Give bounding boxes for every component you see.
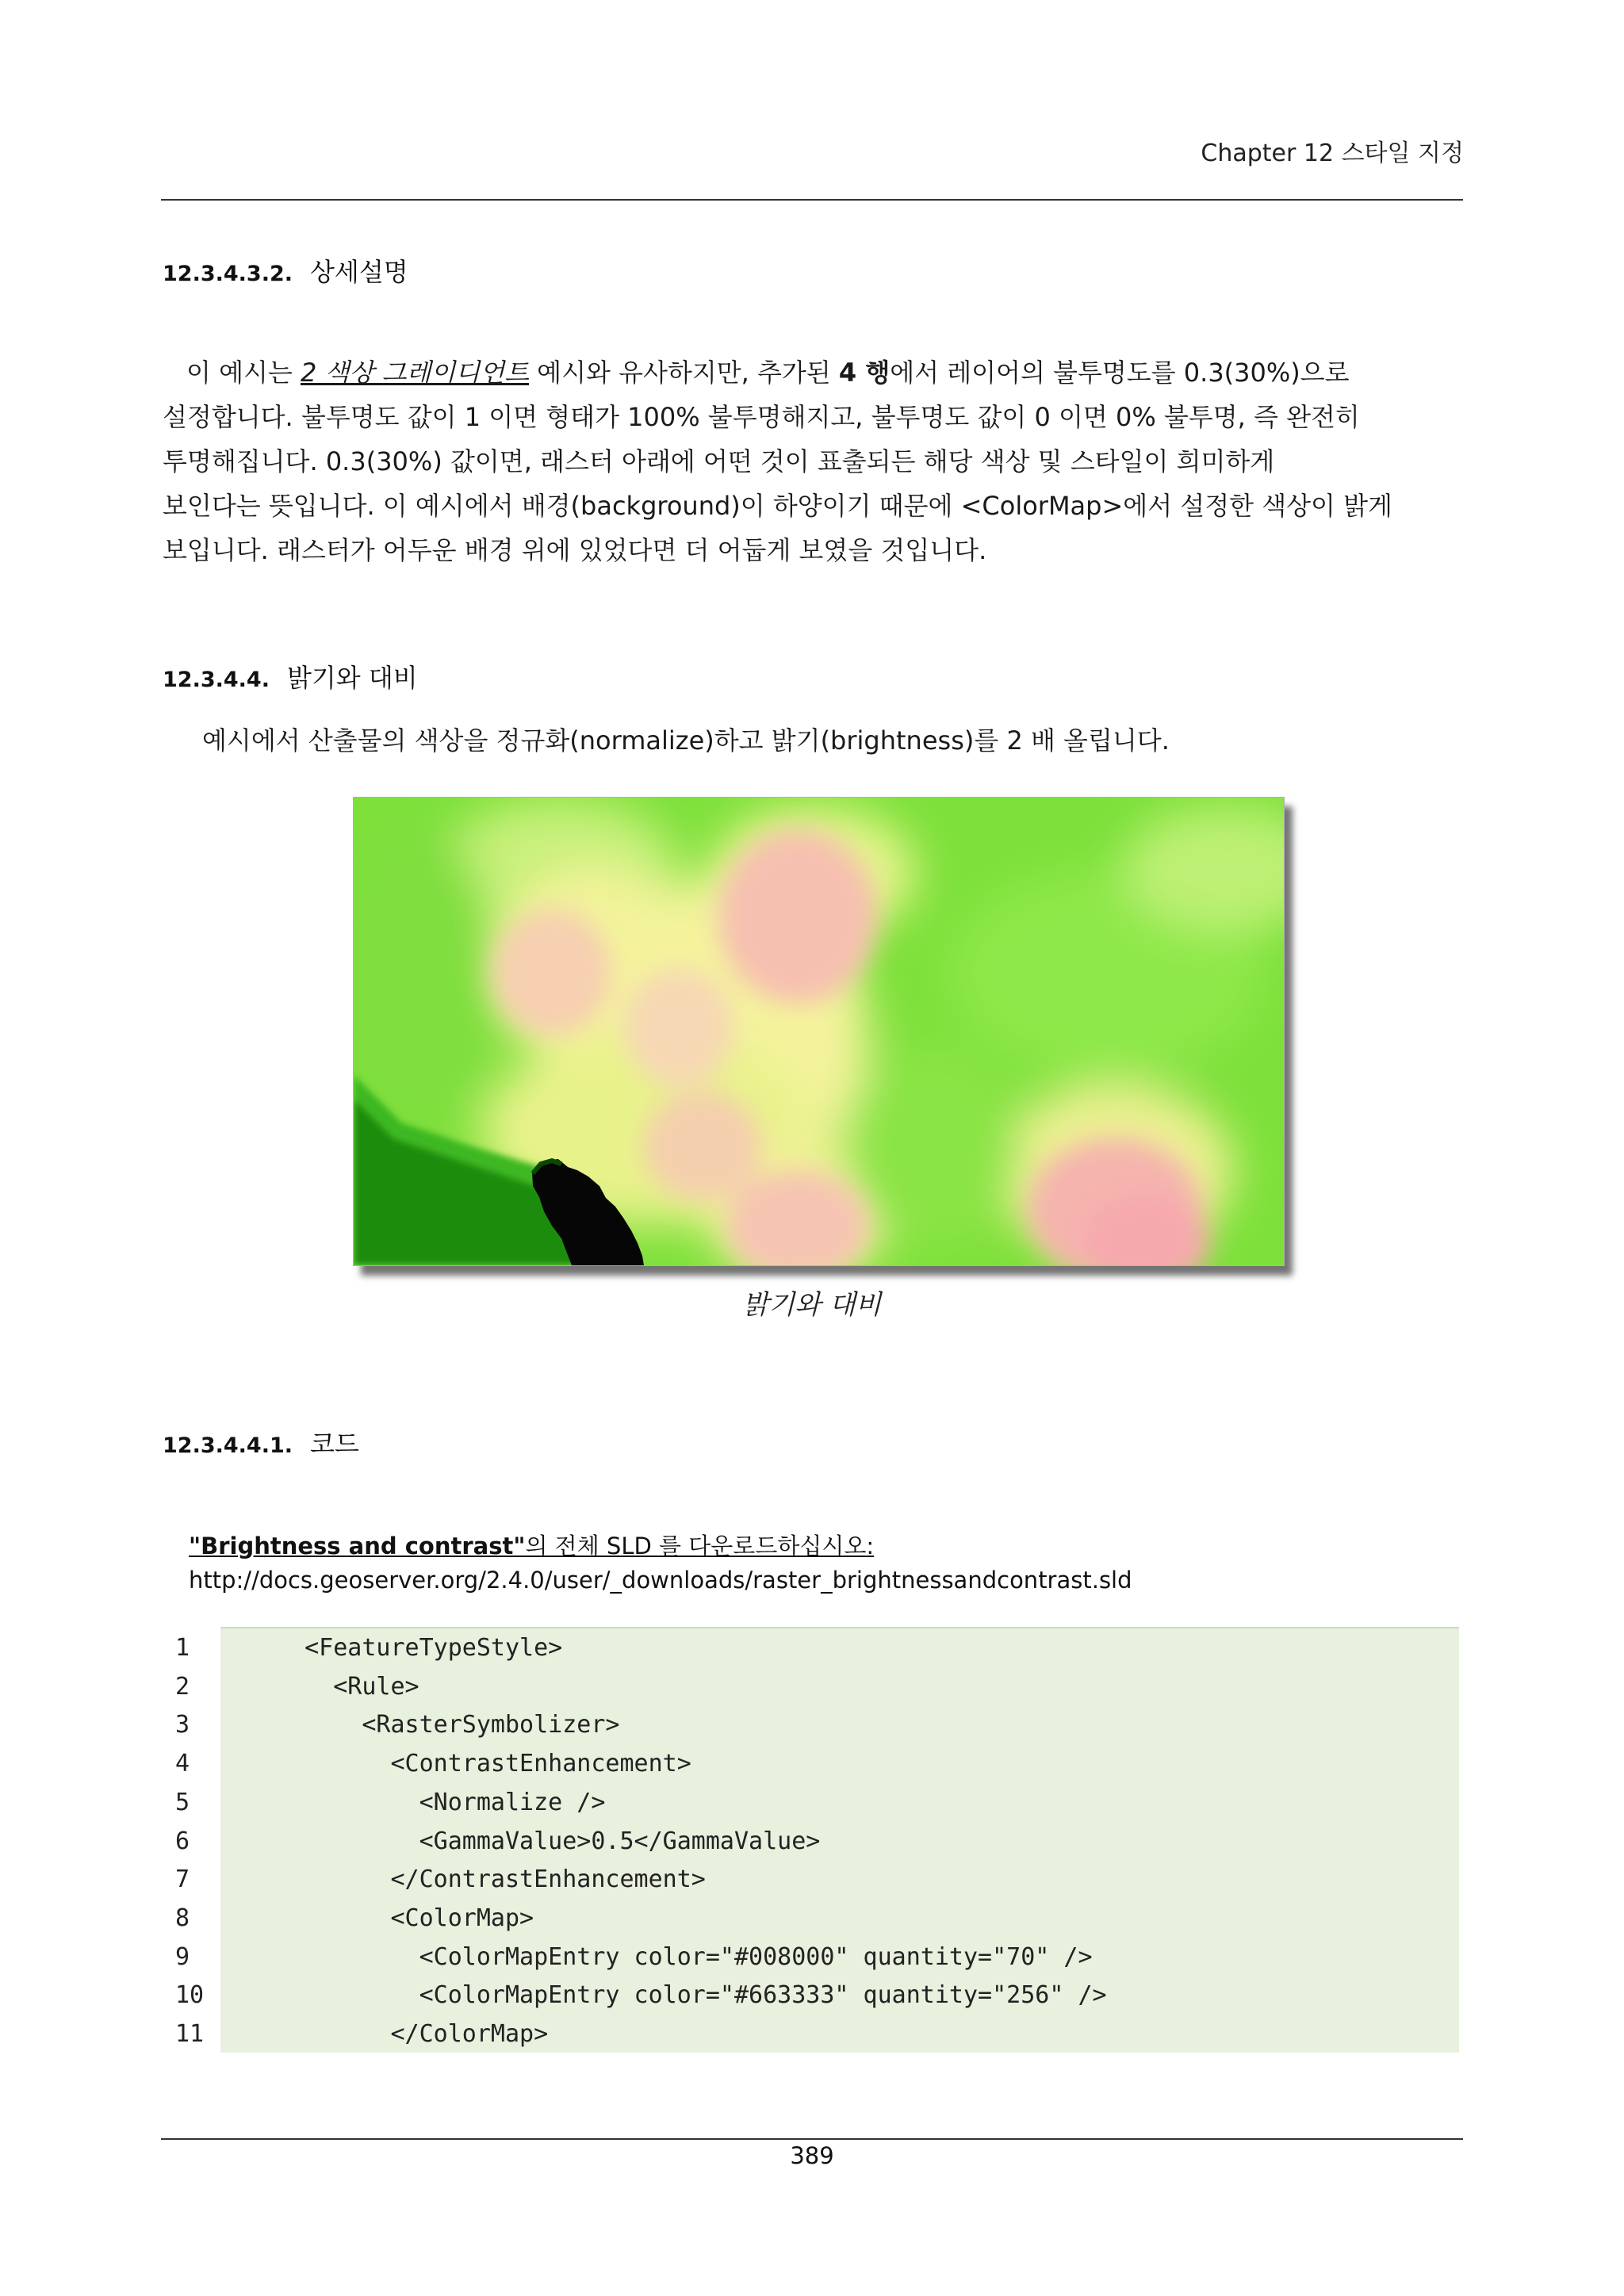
download-url[interactable]: http://docs.geoserver.org/2.4.0/user/_downloads/raster_brightnessandcontrast.sld <box>189 1567 1132 1594</box>
section-heading-details <box>163 252 408 289</box>
paragraph-line: 이 예시는 2 색상 그레이디언트 예시와 유사하지만, 추가된 4 행에서 레이어의 불투명도를 0.3(30%)으로 <box>186 358 1350 388</box>
code-text: <ColorMapEntry color="#663333" quantity="256" /> <box>276 1981 1107 2010</box>
line-number: 11 <box>175 2020 205 2048</box>
code-text: </ContrastEnhancement> <box>276 1866 706 1894</box>
gradient-example-link[interactable]: 2 색상 그레이디언트 <box>301 358 529 388</box>
footer-divider <box>161 2138 1463 2140</box>
heading-number: 12.3.4.4. <box>163 668 270 692</box>
line-number: 1 <box>175 1634 190 1662</box>
code-line <box>161 1860 1459 1899</box>
paragraph-line: 보인다는 뜻입니다. 이 예시에서 배경(background)이 하양이기 때문에 <ColorMap>에서 설정한 색상이 밝게 <box>163 491 1392 521</box>
code-text: <ColorMapEntry color="#008000" quantity="70" /> <box>276 1942 1093 1971</box>
code-line <box>161 1783 1459 1822</box>
code-text: <FeatureTypeStyle> <box>276 1634 563 1662</box>
line-number: 10 <box>175 1981 205 2010</box>
code-text: <Rule> <box>276 1672 419 1701</box>
paragraph-line: 예시에서 산출물의 색상을 정규화(normalize)하고 밝기(brightness)를 2 배 올립니다. <box>202 725 1170 756</box>
line-number: 3 <box>175 1711 190 1739</box>
section-heading-brightness <box>163 658 418 695</box>
line-number: 6 <box>175 1827 190 1855</box>
code-line <box>161 1705 1459 1744</box>
code-line <box>161 1899 1459 1938</box>
header-divider <box>161 199 1463 201</box>
code-block <box>161 1627 1459 2053</box>
raster-image <box>354 798 1284 1265</box>
code-text: <ContrastEnhancement> <box>276 1750 691 1778</box>
line-number: 7 <box>175 1866 190 1894</box>
heading-title: 밝기와 대비 <box>286 663 418 693</box>
raster-brightness-figure <box>353 797 1285 1266</box>
line-number: 2 <box>175 1672 190 1701</box>
line-number: 8 <box>175 1904 190 1932</box>
code-text: <ColorMap> <box>276 1904 534 1932</box>
code-line <box>161 2015 1459 2053</box>
download-sld-link[interactable]: "Brightness and contrast"의 전체 SLD 를 다운로드하십시오: <box>189 1533 875 1559</box>
paragraph-line: 설정합니다. 불투명도 값이 1 이면 형태가 100% 불투명해지고, 불투명도 값이 0 이면 0% 불투명, 즉 완전히 <box>163 402 1360 432</box>
code-text: <GammaValue>0.5</GammaValue> <box>276 1827 821 1855</box>
heading-number: 12.3.4.3.2. <box>163 262 293 286</box>
paragraph-line: 투명해집니다. 0.3(30%) 값이면, 래스터 아래에 어떤 것이 표출되든 해당 색상 및 스타일이 희미하게 <box>163 446 1275 476</box>
code-line <box>161 1744 1459 1783</box>
running-header: Chapter 12 스타일 지정 <box>1201 140 1464 167</box>
line-number: 9 <box>175 1942 190 1971</box>
code-line <box>161 1938 1459 1976</box>
heading-number: 12.3.4.4.1. <box>163 1433 293 1458</box>
line-number: 4 <box>175 1750 190 1778</box>
code-line <box>161 1822 1459 1861</box>
figure-caption: 밝기와 대비 <box>742 1289 882 1321</box>
paragraph-line: 보입니다. 래스터가 어두운 배경 위에 있었다면 더 어둡게 보였을 것입니다. <box>163 535 987 565</box>
code-text: </ColorMap> <box>276 2020 549 2048</box>
section-heading-code <box>163 1424 359 1460</box>
code-text: <RasterSymbolizer> <box>276 1711 620 1739</box>
code-line <box>161 1628 1459 1667</box>
brightness-paragraph <box>163 718 1463 763</box>
code-line <box>161 1667 1459 1706</box>
page-number: 389 <box>790 2142 834 2169</box>
details-paragraph <box>163 350 1463 572</box>
code-line <box>161 1976 1459 2015</box>
heading-title: 코드 <box>310 1429 359 1459</box>
code-text: <Normalize /> <box>276 1788 606 1816</box>
heading-title: 상세설명 <box>310 257 408 287</box>
line-number: 5 <box>175 1788 190 1816</box>
